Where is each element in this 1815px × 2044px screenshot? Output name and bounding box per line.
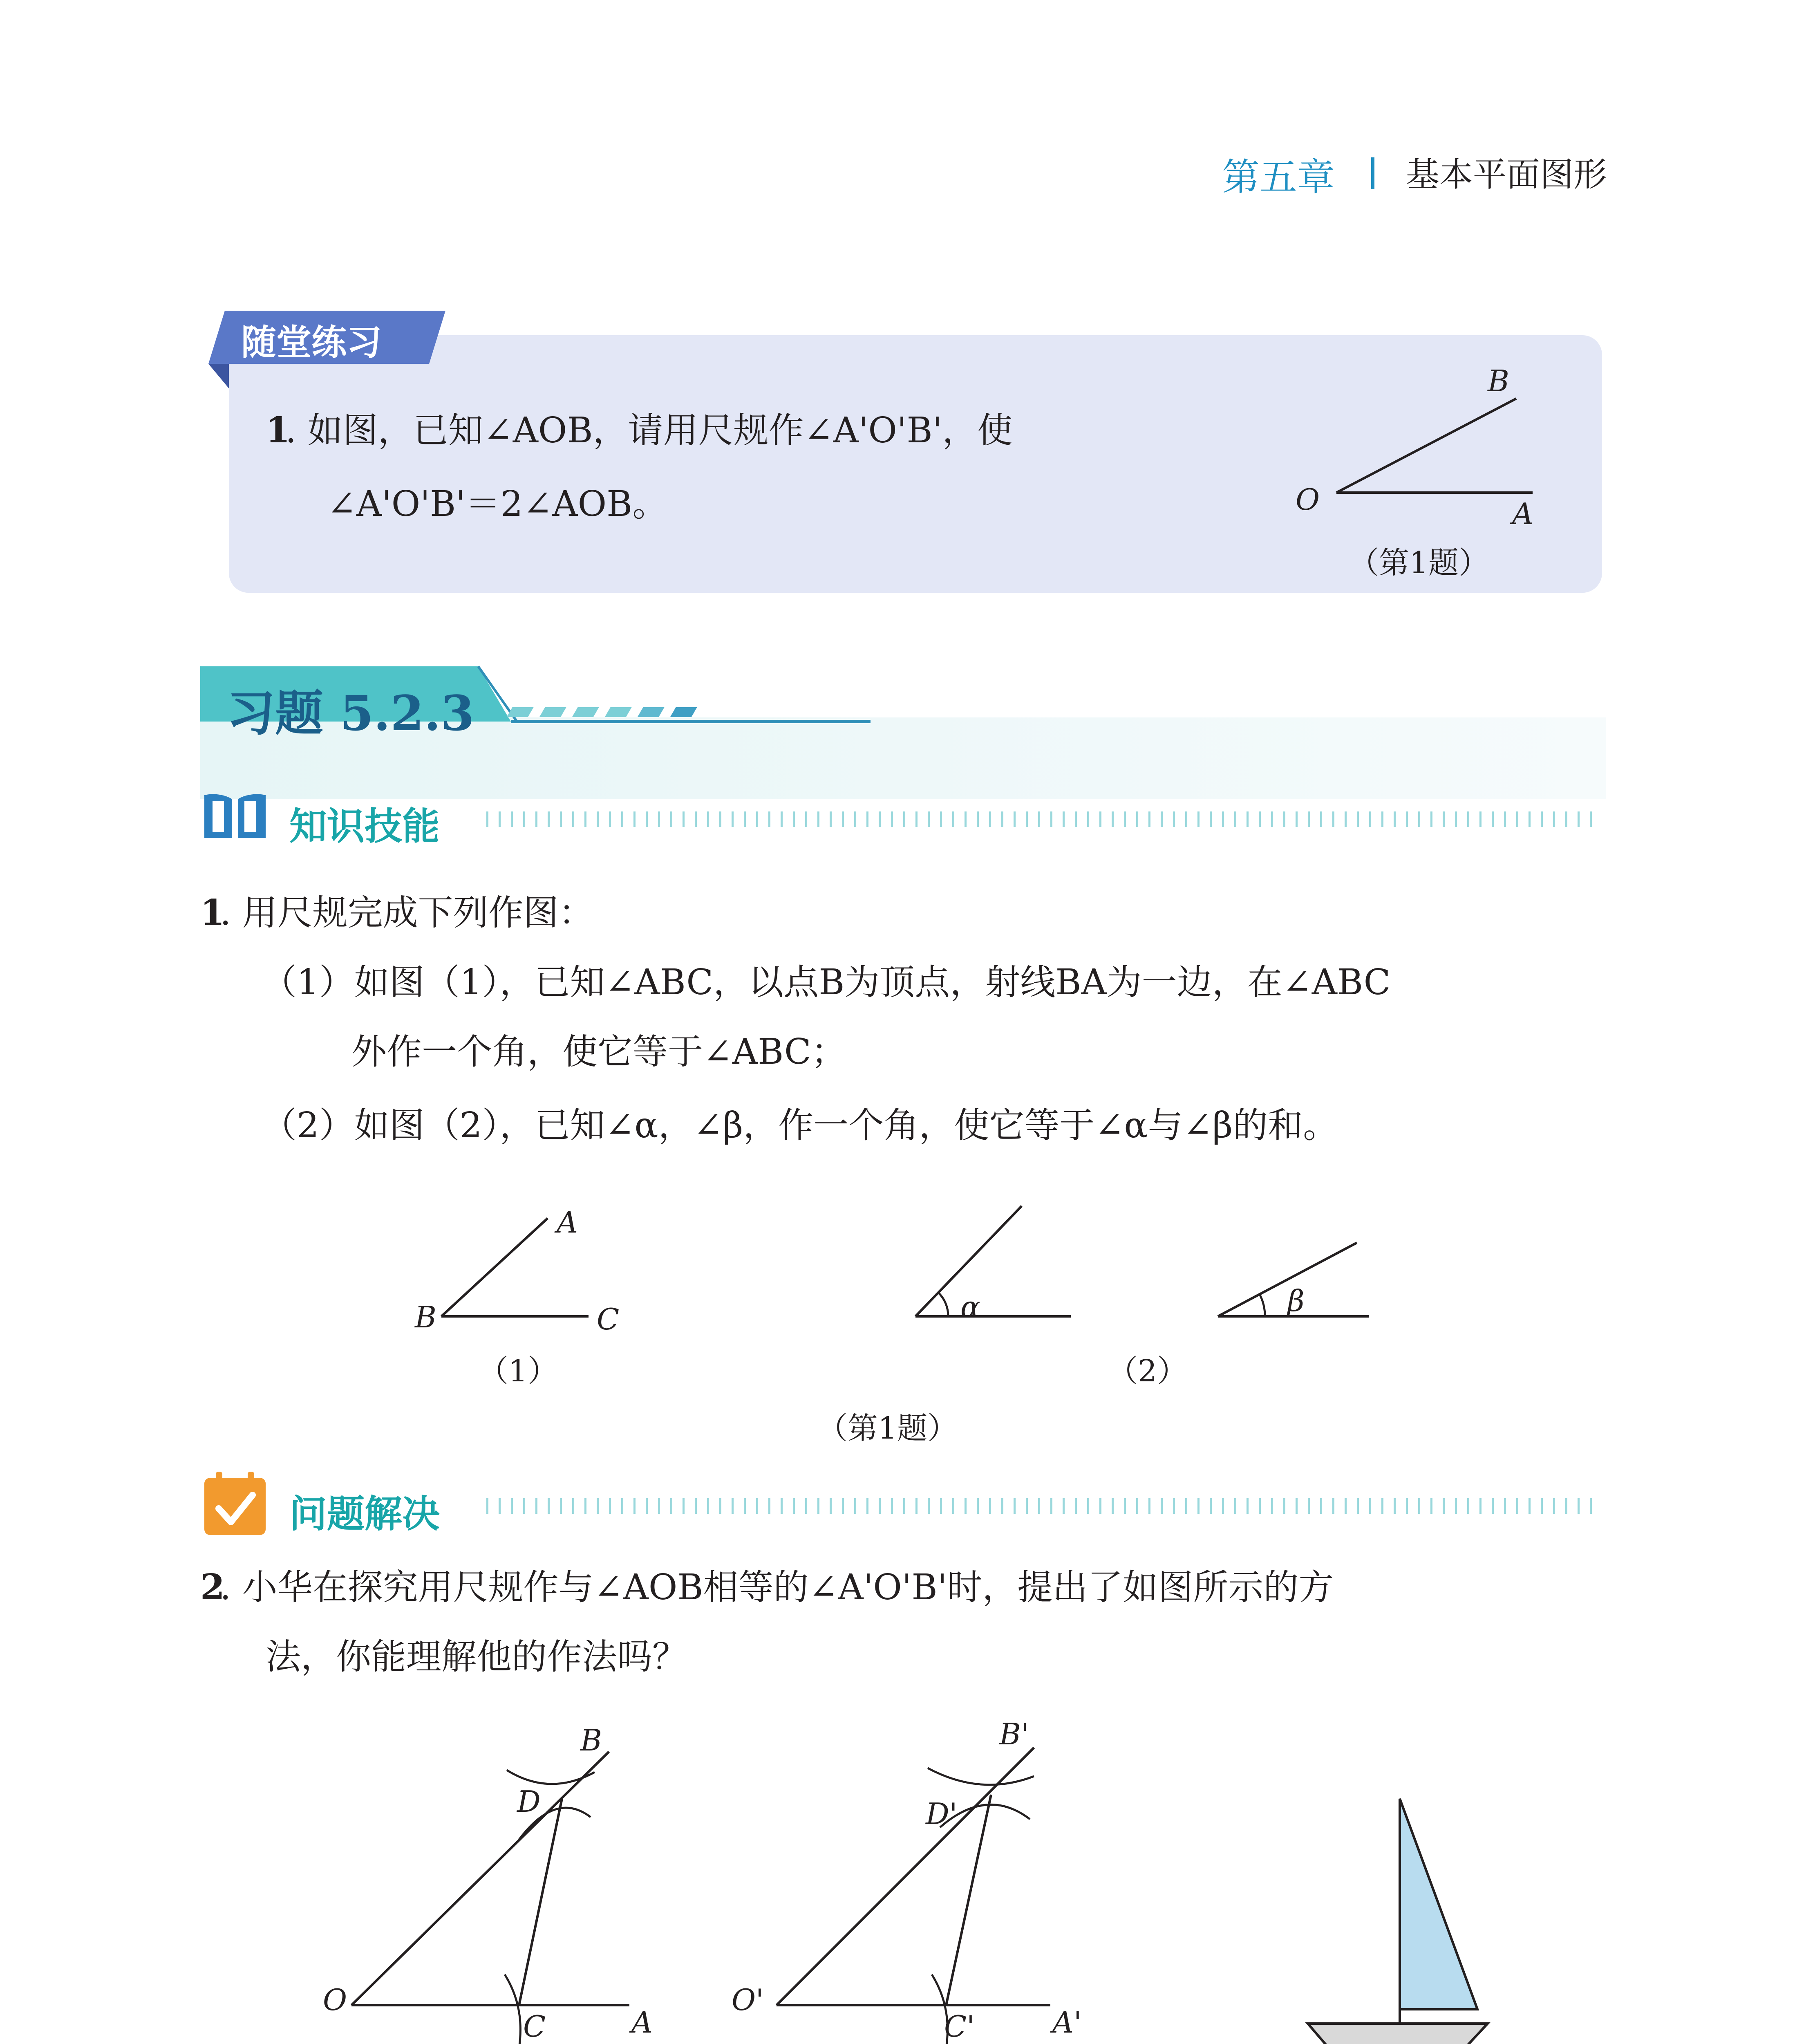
q2-left-label-D: D: [517, 1784, 541, 1819]
q2-line2: 法，你能理解他的作法吗？: [266, 1636, 687, 1677]
practice-tab-label: 随堂练习: [241, 322, 382, 363]
q3-sailboat-figure: [1300, 1782, 1504, 2044]
q1-number: 1: [200, 892, 225, 933]
q1-fig2-label-alpha: α: [960, 1290, 980, 1324]
practice-q1-line1: . 如图，已知∠AOB，请用尺规作∠A'O'B'，使: [285, 410, 1013, 451]
practice-label-A: A: [1512, 497, 1533, 531]
q1-caption: （第1题）: [817, 1411, 958, 1446]
problem-divider: [486, 1498, 1602, 1514]
q2-right-label-B: B': [999, 1717, 1029, 1751]
q2-figure-left: [327, 1725, 638, 2044]
q1-fig1-label-A: A: [557, 1205, 578, 1239]
q2-left-label-O: O: [323, 1983, 347, 2017]
q1-part2: （2）如图（2），已知∠α，∠β，作一个角，使它等于∠α与∠β的和。: [262, 1105, 1338, 1146]
q2-right-label-C: C': [944, 2009, 975, 2044]
q2-left-label-B: B: [580, 1723, 602, 1757]
header-divider: [1371, 157, 1374, 189]
practice-figure-caption: （第1题）: [1349, 545, 1489, 580]
chapter-title: 基本平面图形: [1406, 155, 1607, 194]
q2-right-label-A: A': [1052, 2005, 1082, 2040]
q1-figure-alpha: [899, 1194, 1083, 1329]
q1-fig1-label-B: B: [415, 1300, 436, 1334]
q2-line1: . 小华在探究用尺规作与∠AOB相等的∠A'O'B'时，提出了如图所示的方: [220, 1567, 1334, 1608]
q2-number: 2: [200, 1567, 225, 1608]
q2-left-label-A: A: [631, 2005, 653, 2040]
q1-stem: . 用尺规完成下列作图：: [220, 892, 594, 933]
q1-part1-line1: （1）如图（1），已知∠ABC，以点B为顶点，射线BA为一边，在∠ABC: [262, 962, 1391, 1003]
q2-right-label-D: D': [926, 1797, 958, 1831]
exercise-title: 习题 5.2.3: [227, 685, 474, 742]
practice-label-O: O: [1296, 482, 1320, 517]
practice-q1-number: 1: [266, 410, 290, 451]
q2-right-label-O: O': [732, 1983, 764, 2017]
q1-part1-line2: 外作一个角，使它等于∠ABC；: [351, 1031, 846, 1072]
knowledge-heading: 知识技能: [289, 805, 440, 848]
q1-fig1-label-C: C: [597, 1302, 620, 1336]
practice-q1-line2: ∠A'O'B'＝2∠AOB。: [327, 484, 668, 524]
checklist-icon: [200, 1470, 270, 1539]
q2-left-label-C: C: [523, 2009, 546, 2044]
practice-label-B: B: [1488, 364, 1509, 398]
book-icon: [200, 787, 270, 844]
problem-heading: 问题解决: [289, 1492, 440, 1536]
q2-figure-right: [748, 1725, 1075, 2044]
q1-fig2-label-beta: β: [1287, 1284, 1305, 1318]
knowledge-divider: [486, 811, 1602, 827]
q1-fig1-sublabel: （1）: [478, 1354, 558, 1389]
q1-fig2-sublabel: （2）: [1108, 1354, 1188, 1389]
chapter-label: 第五章: [1222, 155, 1335, 199]
